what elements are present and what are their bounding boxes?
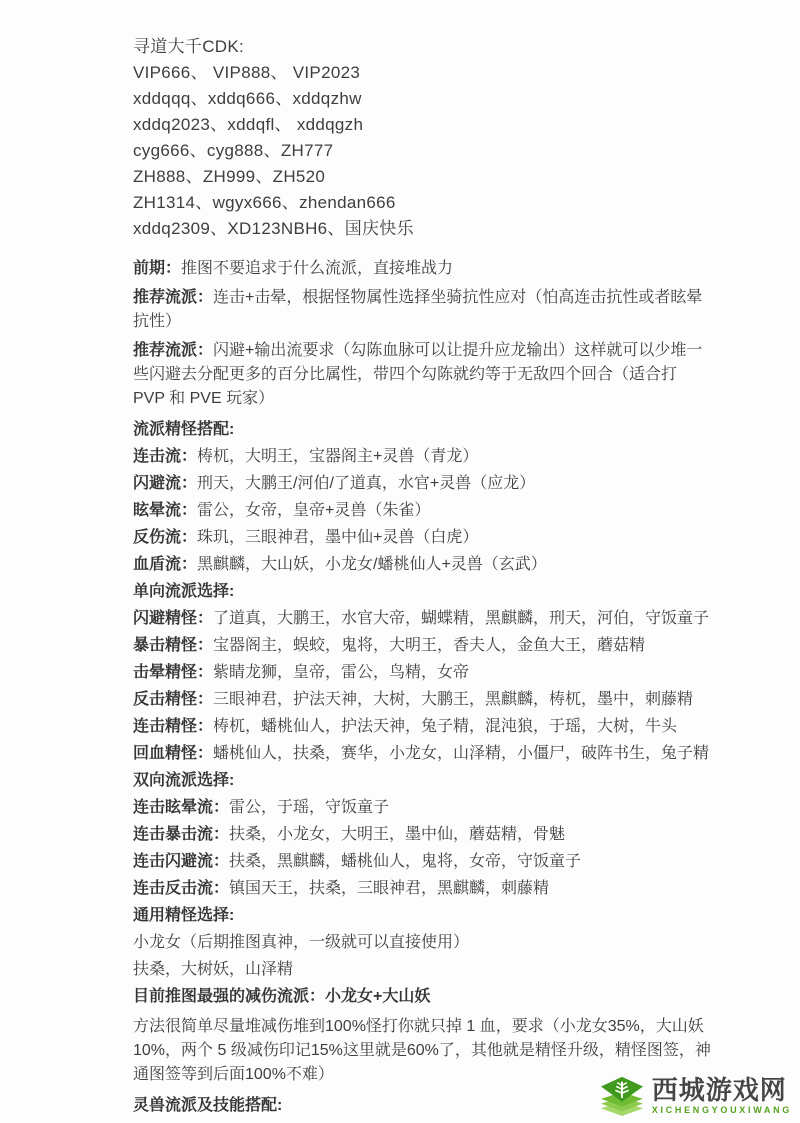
- paragraph-text: 推图不要追求于什么流派，直接堆战力: [181, 260, 454, 277]
- cdk-code-line: ZH888、ZH999、ZH520: [133, 167, 326, 186]
- line-text: 黑麒麟，大山妖，小龙女/蟠桃仙人+灵兽（玄武）: [197, 556, 547, 573]
- line-text: 扶桑，黑麒麟，蟠桃仙人，鬼将，女帝，守饭童子: [229, 853, 582, 870]
- intro-paragraph: [133, 257, 711, 281]
- paragraph-label: 推荐流派：: [133, 342, 214, 359]
- match-line: [133, 551, 711, 578]
- line-text: 雷公，女帝，皇帝+灵兽（朱雀）: [197, 502, 431, 519]
- match-line: [133, 524, 711, 551]
- paragraph-label: 推荐流派：: [133, 289, 214, 306]
- watermark-text-block: [652, 1077, 792, 1115]
- line-label: 闪避精怪：: [133, 610, 214, 627]
- line-text: 了道真，大鹏王，水官大帝，蝴蝶精，黑麒麟，刑天，河伯，守饭童子: [213, 610, 710, 627]
- line-text: 珠玑，三眼神君，墨中仙+灵兽（白虎）: [197, 529, 479, 546]
- line-label: 连击精怪：: [133, 718, 214, 735]
- method-paragraph: 方法很简单尽量堆减伤堆到100%怪打你就只掉 1 血，要求（小龙女35%，大山妖10%，两个 5 级减伤印记15%这里就是60%了，其他就是精怪升级，精怪图签，神通图签等到后面100%不难）: [133, 1018, 711, 1083]
- line-label: 连击暴击流：: [133, 826, 230, 843]
- line-label: 回血精怪：: [133, 745, 214, 762]
- cdk-code-line: xddqqq、xddq666、xddqzhw: [133, 89, 362, 108]
- line-label: 反击精怪：: [133, 691, 214, 708]
- single-line: [133, 659, 711, 686]
- single-line: [133, 686, 711, 713]
- line-label: 闪避流：: [133, 475, 198, 492]
- cdk-section: [133, 34, 711, 242]
- paragraph-text: 连击+击晕，根据怪物属性选择坐骑抗性应对（怕高连击抗性或者眩晕抗性）: [133, 289, 703, 330]
- line-label: 连击反击流：: [133, 880, 230, 897]
- general-line: 扶桑，大树妖，山泽精: [133, 961, 294, 978]
- intro-paragraph: [133, 339, 711, 411]
- line-label: 眩晕流：: [133, 502, 198, 519]
- line-text: 紫睛龙狮，皇帝，雷公，鸟精，女帝: [213, 664, 470, 681]
- line-text: 扶桑，小龙女，大明王，墨中仙，蘑菇精，骨魅: [229, 826, 566, 843]
- cdk-code-line: cyg666、cyg888、ZH777: [133, 141, 334, 160]
- cdk-code-line: xddq2023、xddqfl、 xddqgzh: [133, 115, 364, 134]
- section-heading-match: 流派精怪搭配:: [133, 421, 235, 438]
- section-heading-beast: 灵兽流派及技能搭配:: [133, 1097, 283, 1114]
- article-body: [133, 34, 711, 1119]
- intro-paragraph: [133, 286, 711, 334]
- line-text: 三眼神君，护法天神，大树，大鹏王，黑麒麟，梼杌，墨中，刺藤精: [213, 691, 694, 708]
- line-text: 宝器阁主，蜈蛟，鬼将，大明王，香夫人，金鱼大王，蘑菇精: [213, 637, 646, 654]
- match-line: [133, 470, 711, 497]
- cdk-title: 寻道大千CDK:: [133, 37, 245, 56]
- single-line: [133, 632, 711, 659]
- line-text: 刑天，大鹏王/河伯/了道真，水官+灵兽（应龙）: [197, 475, 536, 492]
- line-label: 暴击精怪：: [133, 637, 214, 654]
- section-heading-general: 通用精怪选择:: [133, 907, 235, 924]
- line-label: 反伤流：: [133, 529, 198, 546]
- line-label: 击晕精怪：: [133, 664, 214, 681]
- dual-line: [133, 821, 711, 848]
- cdk-code-line: VIP666、 VIP888、 VIP2023: [133, 63, 361, 82]
- single-line: [133, 605, 711, 632]
- cdk-code-line: ZH1314、wgyx666、zhendan666: [133, 193, 396, 212]
- line-label: 血盾流：: [133, 556, 198, 573]
- best-build-line: [133, 983, 711, 1010]
- dual-line: [133, 875, 711, 902]
- cdk-code-line: xddq2309、XD123NBH6、国庆快乐: [133, 219, 414, 238]
- site-watermark: [598, 1075, 792, 1117]
- match-line: [133, 443, 711, 470]
- line-text: 梼杌，蟠桃仙人，护法天神，兔子精，混沌狼，于瑶，大树，牛头: [213, 718, 678, 735]
- paragraph-text: 闪避+输出流要求（勾陈血脉可以让提升应龙输出）这样就可以少堆一些闪避去分配更多的百分比属性，带四个勾陈就约等于无敌四个回合（适合打 PVP 和 PVE 玩家）: [133, 342, 703, 407]
- single-line: [133, 713, 711, 740]
- line-text: 雷公，于瑶，守饭童子: [229, 799, 390, 816]
- match-line: [133, 497, 711, 524]
- line-label: 连击流：: [133, 448, 198, 465]
- leaf-stack-logo-icon: [598, 1075, 646, 1117]
- line-label: 连击闪避流：: [133, 853, 230, 870]
- single-line: [133, 740, 711, 767]
- site-name-latin: XICHENGYOUXIWANG: [651, 1105, 792, 1115]
- line-text: 镇国天王，扶桑，三眼神君，黑麒麟，刺藤精: [229, 880, 550, 897]
- line-label: 目前推图最强的减伤流派：: [133, 988, 326, 1005]
- line-label: 连击眩晕流：: [133, 799, 230, 816]
- paragraph-label: 前期：: [133, 260, 182, 277]
- section-heading-dual: 双向流派选择:: [133, 772, 235, 789]
- line-text: 梼杌，大明王，宝器阁主+灵兽（青龙）: [197, 448, 479, 465]
- line-text: 小龙女+大山妖: [325, 988, 431, 1005]
- dual-line: [133, 848, 711, 875]
- site-name: 西城游戏网: [651, 1075, 787, 1105]
- dual-line: [133, 794, 711, 821]
- section-heading-single: 单向流派选择:: [133, 583, 235, 600]
- line-text: 蟠桃仙人，扶桑，赛华，小龙女，山泽精，小僵尸，破阵书生，兔子精: [213, 745, 710, 762]
- general-line: 小龙女（后期推图真神，一级就可以直接使用）: [133, 934, 470, 951]
